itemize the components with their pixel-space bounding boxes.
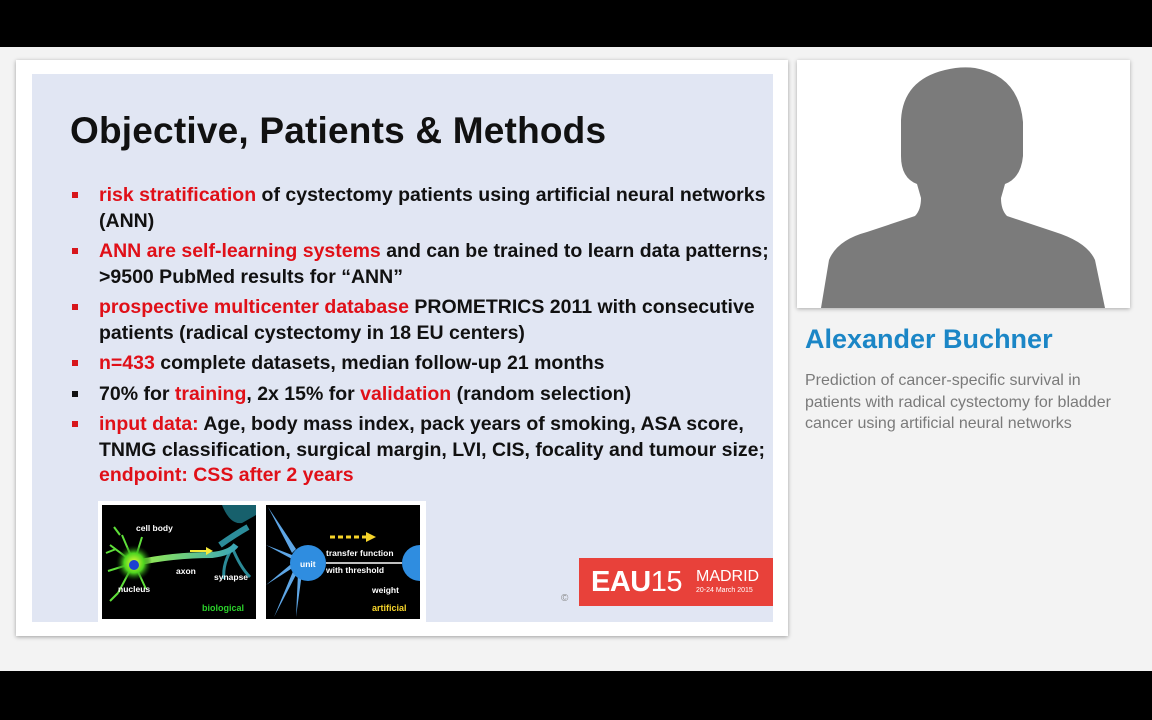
red-bullet-marker [72,421,78,427]
synapse-label: synapse [214,572,249,582]
bullet-text: PROMETRICS 2011 with consecutive patients (radical cystectomy in 18 EU centers) [99,296,755,344]
threshold-label: with threshold [326,565,385,575]
bullet-item [70,382,770,408]
bullet-highlight: validation [360,382,452,405]
speaker-name: Alexander Buchner [805,324,1053,354]
talk-title: Prediction of cancer-specific survival in patients with radical cystectomy for bladder cancer using artificial neural networks [805,372,1111,432]
bullet-text: complete datasets, median follow-up 21 months [154,352,605,374]
red-bullet-marker [72,360,78,366]
bullet-item [70,412,770,489]
transfer-function-label: transfer function [326,548,394,558]
bullet-highlight: risk stratification [99,184,257,206]
biological-neuron-drawing [102,505,256,619]
logo-dates: 20-24 March 2015 [696,587,753,594]
slide [32,74,773,622]
artificial-neuron-drawing [266,505,420,619]
bullet-list [70,183,770,494]
bullet-text: , 2x 15% for [246,382,361,405]
bullet-item [70,295,770,346]
bullet-text: and can be trained to learn data patterns; >9500 PubMed results for “ANN” [99,240,769,288]
eau15-madrid-logo [579,558,773,606]
logo-year-text: 15 [650,566,682,598]
red-bullet-marker [72,248,78,254]
speaker-video-panel [797,60,1130,308]
bullet-highlight: ANN are self-learning systems [99,240,381,262]
red-bullet-marker [72,192,78,198]
person-silhouette-icon [797,60,1130,308]
neuron-figure [98,501,426,622]
bullet-text: of cystectomy patients using artificial neural networks (ANN) [99,184,766,232]
slide-panel [16,60,788,636]
bullet-highlight: n=433 [99,352,155,374]
copyright-mark: © [561,593,569,604]
weight-label: weight [372,585,399,595]
black-bullet-marker [72,391,78,397]
artificial-caption: artificial [372,603,407,613]
unit-label: unit [300,559,316,569]
biological-neuron-image [102,505,256,619]
bullet-item [70,183,770,234]
bullet-highlight: input data: [99,413,199,435]
slide-title: Objective, Patients & Methods [70,110,607,151]
nucleus-label: nucleus [118,584,151,594]
bullet-highlight: training [174,382,247,405]
bullet-item [70,239,770,290]
player-stage [0,47,1152,671]
bullet-text: Age, body mass index, pack years of smoking, ASA score, TNMG classification, surgical margin, LVI, CIS, focality and tumour size; [99,413,766,461]
bullet-text: 70% for [99,382,175,405]
biological-caption: biological [202,603,245,613]
bullet-highlight: endpoint: CSS after 2 years [99,464,354,486]
bullet-item [70,351,770,377]
logo-wordmark [591,566,682,599]
bullet-highlight: prospective multicenter database [99,296,409,318]
logo-eau-text: EAU [591,566,651,598]
bullet-text: (random selection) [451,382,632,405]
logo-city: MADRID [696,568,760,585]
red-bullet-marker [72,304,78,310]
artificial-neuron-image [266,505,420,619]
axon-label: axon [176,566,196,576]
cell-body-label: cell body [136,523,173,533]
